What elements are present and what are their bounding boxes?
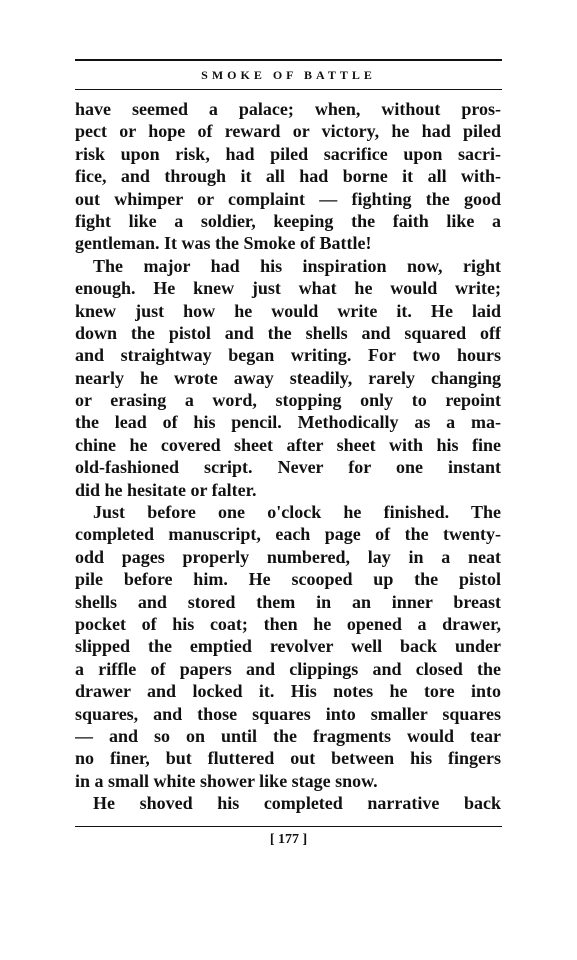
text-line: He shoved his completed narrative back: [93, 793, 501, 814]
text-line: pile before him. He scooped up the pistol: [75, 569, 501, 590]
text-line: have seemed a palace; when, without pros-: [75, 99, 501, 119]
text-line: or erasing a word, stopping only to repoint: [75, 390, 501, 411]
footer-rule: [75, 826, 502, 827]
text-line: The major had his inspiration now, right: [93, 255, 501, 276]
text-line: nearly he wrote away steadily, rarely changing: [75, 367, 501, 388]
text-line: the lead of his pencil. Methodically as a ma-: [75, 412, 501, 433]
text-line: in a small white shower like stage snow.: [75, 770, 378, 791]
text-line: risk upon risk, had piled sacrifice upon sacri-: [75, 143, 501, 164]
text-line: Just before one o'clock he finished. The: [93, 502, 501, 523]
text-line: completed manuscript, each page of the twenty-: [75, 524, 501, 545]
text-line: fice, and through it all had borne it all with-: [75, 166, 501, 187]
text-line: gentleman. It was the Smoke of Battle!: [75, 233, 372, 254]
text-line: — and so on until the fragments would tear: [75, 725, 501, 746]
header-underline: [75, 89, 502, 90]
text-line: chine he covered sheet after sheet with his fine: [75, 434, 501, 455]
running-head: SMOKE OF BATTLE: [201, 68, 376, 82]
text-line: no finer, but fluttered out between his fingers: [75, 748, 501, 769]
text-line: enough. He knew just what he would write;: [75, 278, 501, 299]
text-line: a riffle of papers and clippings and closed the: [75, 658, 501, 679]
text-line: old-fashioned script. Never for one instant: [75, 457, 501, 478]
text-line: pect or hope of reward or victory, he had piled: [75, 121, 501, 142]
text-line: shells and stored them in an inner breast: [75, 591, 501, 612]
text-line: knew just how he would write it. He laid: [75, 300, 501, 321]
header-rule: [75, 59, 502, 61]
text-line: drawer and locked it. His notes he tore into: [75, 681, 501, 702]
text-line: fight like a soldier, keeping the faith like a: [75, 210, 501, 231]
body-text: [75, 98, 501, 815]
text-line: down the pistol and the shells and squared off: [75, 322, 501, 343]
text-line: squares, and those squares into smaller squares: [75, 703, 501, 724]
text-line: odd pages properly numbered, lay in a neat: [75, 546, 501, 567]
text-line: did he hesitate or falter.: [75, 479, 257, 500]
page-number: [ 177 ]: [269, 832, 308, 847]
text-line: and straightway began writing. For two hours: [75, 345, 501, 366]
text-line: slipped the emptied revolver well back under: [75, 636, 501, 657]
text-line: out whimper or complaint — fighting the good: [75, 188, 501, 209]
text-line: pocket of his coat; then he opened a drawer,: [75, 613, 501, 634]
